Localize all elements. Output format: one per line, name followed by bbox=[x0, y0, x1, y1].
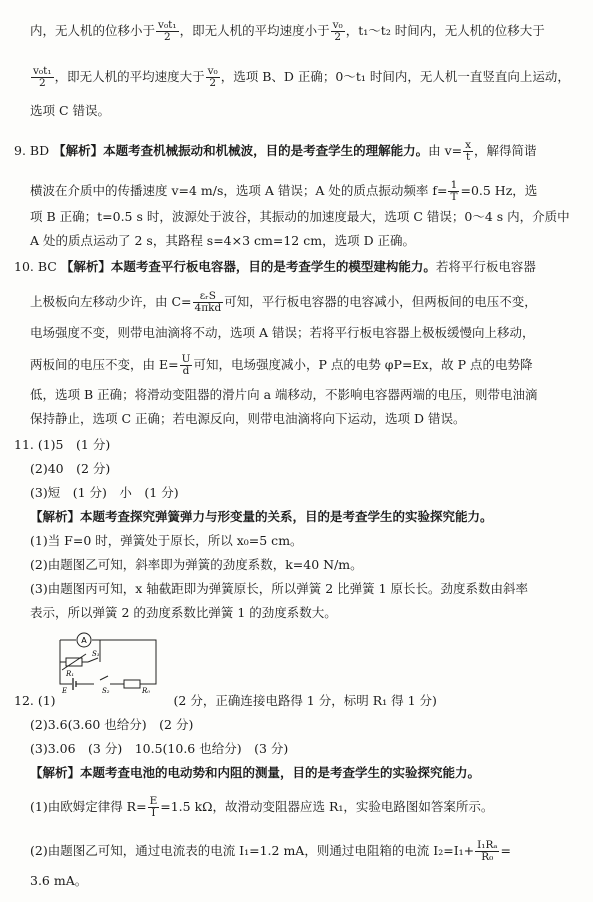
text: ，即无人机的平均速度大于 bbox=[54, 69, 205, 84]
resistor-r0-icon bbox=[124, 680, 140, 688]
denominator: d bbox=[182, 365, 190, 377]
question-12 bbox=[14, 692, 437, 710]
text: (2 分，正确连接电路得 1 分，标明 R₁ 得 1 分) bbox=[173, 693, 437, 708]
text-line: 3.6 mA。 bbox=[30, 873, 88, 888]
denominator: R₀ bbox=[481, 851, 494, 863]
text: 若将平行板电容器 bbox=[435, 259, 536, 274]
text-line: (1)当 F=0 时，弹簧处于原长，所以 x₀=5 cm。 bbox=[30, 533, 303, 548]
text: ，t₁～t₂ 时间内，无人机的位移大于 bbox=[345, 23, 545, 38]
text: 可知，平行板电容器的电容减小，但两板间的电压不变， bbox=[224, 294, 537, 309]
denominator: 2 bbox=[38, 77, 46, 89]
text-line: 表示，所以弹簧 2 的劲度系数比弹簧 1 的劲度系数大。 bbox=[30, 605, 337, 620]
text-line bbox=[30, 354, 532, 377]
denominator: 2 bbox=[334, 31, 342, 43]
circuit-diagram bbox=[52, 632, 164, 694]
r0-label: R₀ bbox=[142, 687, 151, 694]
numerator: U bbox=[181, 353, 191, 365]
text: 两板间的电压不变，由 E= bbox=[30, 357, 179, 372]
numerator: x bbox=[465, 139, 472, 151]
denominator: 2 bbox=[209, 77, 217, 89]
text-line: 项 B 正确；t=0.5 s 时，波源处于波谷，其振动的加速度最大，选项 C 错误；0～4 s 内，介质中 bbox=[30, 209, 570, 224]
text-line bbox=[30, 180, 537, 203]
analysis-tag: 【解析】本题考查电池的电动势和内阻的测量，目的是考查学生的实验探究能力。 bbox=[30, 765, 481, 780]
denominator: 4πkd bbox=[194, 302, 222, 314]
text-line: 保持静止，选项 C 正确；若电源反向，则带电油滴将向下运动，选项 D 错误。 bbox=[30, 411, 466, 426]
text: (1)由欧姆定律得 R= bbox=[30, 799, 147, 814]
fraction bbox=[180, 354, 193, 377]
answer-line: (2)40 (2 分) bbox=[30, 461, 111, 476]
text: ，即无人机的平均速度小于 bbox=[179, 23, 330, 38]
answer-line: 11. (1)5 (1 分) bbox=[14, 437, 111, 452]
answer-number: 10. BC bbox=[14, 259, 57, 274]
denominator: T bbox=[450, 191, 458, 203]
text-line: 选项 C 错误。 bbox=[30, 103, 111, 118]
text-line: 电场强度不变，则带电油滴将不动，选项 A 错误；若将平行板电容器上极板缓慢向上移动， bbox=[30, 325, 535, 340]
fraction bbox=[463, 140, 473, 163]
text: 可知，电场强度减小，P 点的电势 φP=Ex，故 P 点的电势降 bbox=[193, 357, 533, 372]
numerator: v₀ bbox=[332, 19, 343, 31]
question-9 bbox=[14, 140, 537, 163]
numerator: 1 bbox=[448, 180, 459, 192]
answer-line: (3)短 (1 分) 小 (1 分) bbox=[30, 485, 179, 500]
s1-label: S₁ bbox=[92, 650, 100, 658]
fraction bbox=[193, 291, 224, 314]
question-10 bbox=[14, 258, 536, 276]
fraction bbox=[31, 66, 54, 89]
analysis-tag: 【解析】本题考查机械振动和机械波，目的是考查学生的理解能力。 bbox=[53, 143, 429, 158]
text-line bbox=[30, 66, 570, 89]
text: ，解得简谐 bbox=[474, 143, 537, 158]
text-line: (2)由题图乙可知，斜率即为弹簧的劲度系数，k=40 N/m。 bbox=[30, 557, 363, 572]
r1-label: R₁ bbox=[66, 670, 75, 678]
text-line bbox=[30, 796, 493, 819]
text: 横波在介质中的传播速度 v=4 m/s，选项 A 错误；A 处的质点振动频率 f= bbox=[30, 183, 448, 198]
denominator: 2 bbox=[163, 31, 171, 43]
ammeter-label: A bbox=[81, 636, 87, 645]
numerator: εᵣS bbox=[193, 291, 224, 303]
battery-icon bbox=[73, 678, 76, 690]
answer-number: 12. (1) bbox=[14, 693, 56, 708]
text: 由 v= bbox=[428, 143, 463, 158]
s2-label: S₂ bbox=[102, 687, 110, 694]
fraction bbox=[156, 20, 179, 43]
e-label: E bbox=[62, 687, 68, 694]
text: 上极板向左移动少许，由 C= bbox=[30, 294, 192, 309]
numerator: v₀ bbox=[207, 65, 218, 77]
text-line: (3)由题图丙可知，x 轴截距即为弹簧原长，所以弹簧 2 比弹簧 1 原长长。劲度系数由斜率 bbox=[30, 581, 529, 596]
text-line: A 处的质点运动了 2 s，其路程 s=4×3 cm=12 cm，选项 D 正确。 bbox=[30, 233, 416, 248]
answer-number: 9. BD bbox=[14, 143, 50, 158]
analysis-tag: 【解析】本题考查探究弹簧弹力与形变量的关系，目的是考查学生的实验探究能力。 bbox=[30, 509, 493, 524]
denominator: I bbox=[151, 807, 156, 819]
text-line bbox=[30, 20, 545, 43]
numerator: v₀t₁ bbox=[33, 65, 52, 77]
fraction bbox=[448, 180, 459, 203]
text: ，选项 B、D 正确；0～t₁ 时间内，无人机一直竖直向上运动， bbox=[220, 69, 570, 84]
text-line bbox=[30, 840, 511, 863]
text: =0.5 Hz，选 bbox=[460, 183, 538, 198]
answer-line: (3)3.06 (3 分) 10.5(10.6 也给分) (3 分) bbox=[30, 741, 289, 756]
fraction bbox=[475, 840, 499, 863]
fraction bbox=[148, 796, 160, 819]
text-line: 低，选项 B 正确；将滑动变阻器的滑片向 a 端移动，不影响电容器两端的电压，则带电油滴 bbox=[30, 387, 538, 402]
answer-line: (2)3.6(3.60 也给分) (2 分) bbox=[30, 717, 194, 732]
numerator: v₀t₁ bbox=[158, 19, 177, 31]
text: = bbox=[500, 843, 511, 858]
text-line bbox=[30, 291, 537, 314]
analysis-tag: 【解析】本题考查平行板电容器，目的是考查学生的模型建构能力。 bbox=[60, 259, 436, 274]
text: 内，无人机的位移小于 bbox=[30, 23, 156, 38]
numerator: E bbox=[149, 795, 158, 807]
numerator: I₁Rₐ bbox=[477, 839, 498, 851]
text: =1.5 kΩ，故滑动变阻器应选 R₁，实验电路图如答案所示。 bbox=[160, 799, 494, 814]
text: (2)由题图乙可知，通过电流表的电流 I₁=1.2 mA，则通过电阻箱的电流 I₂=I₁+ bbox=[30, 843, 475, 858]
denominator: t bbox=[465, 151, 471, 163]
fraction bbox=[331, 20, 345, 43]
fraction bbox=[206, 66, 220, 89]
